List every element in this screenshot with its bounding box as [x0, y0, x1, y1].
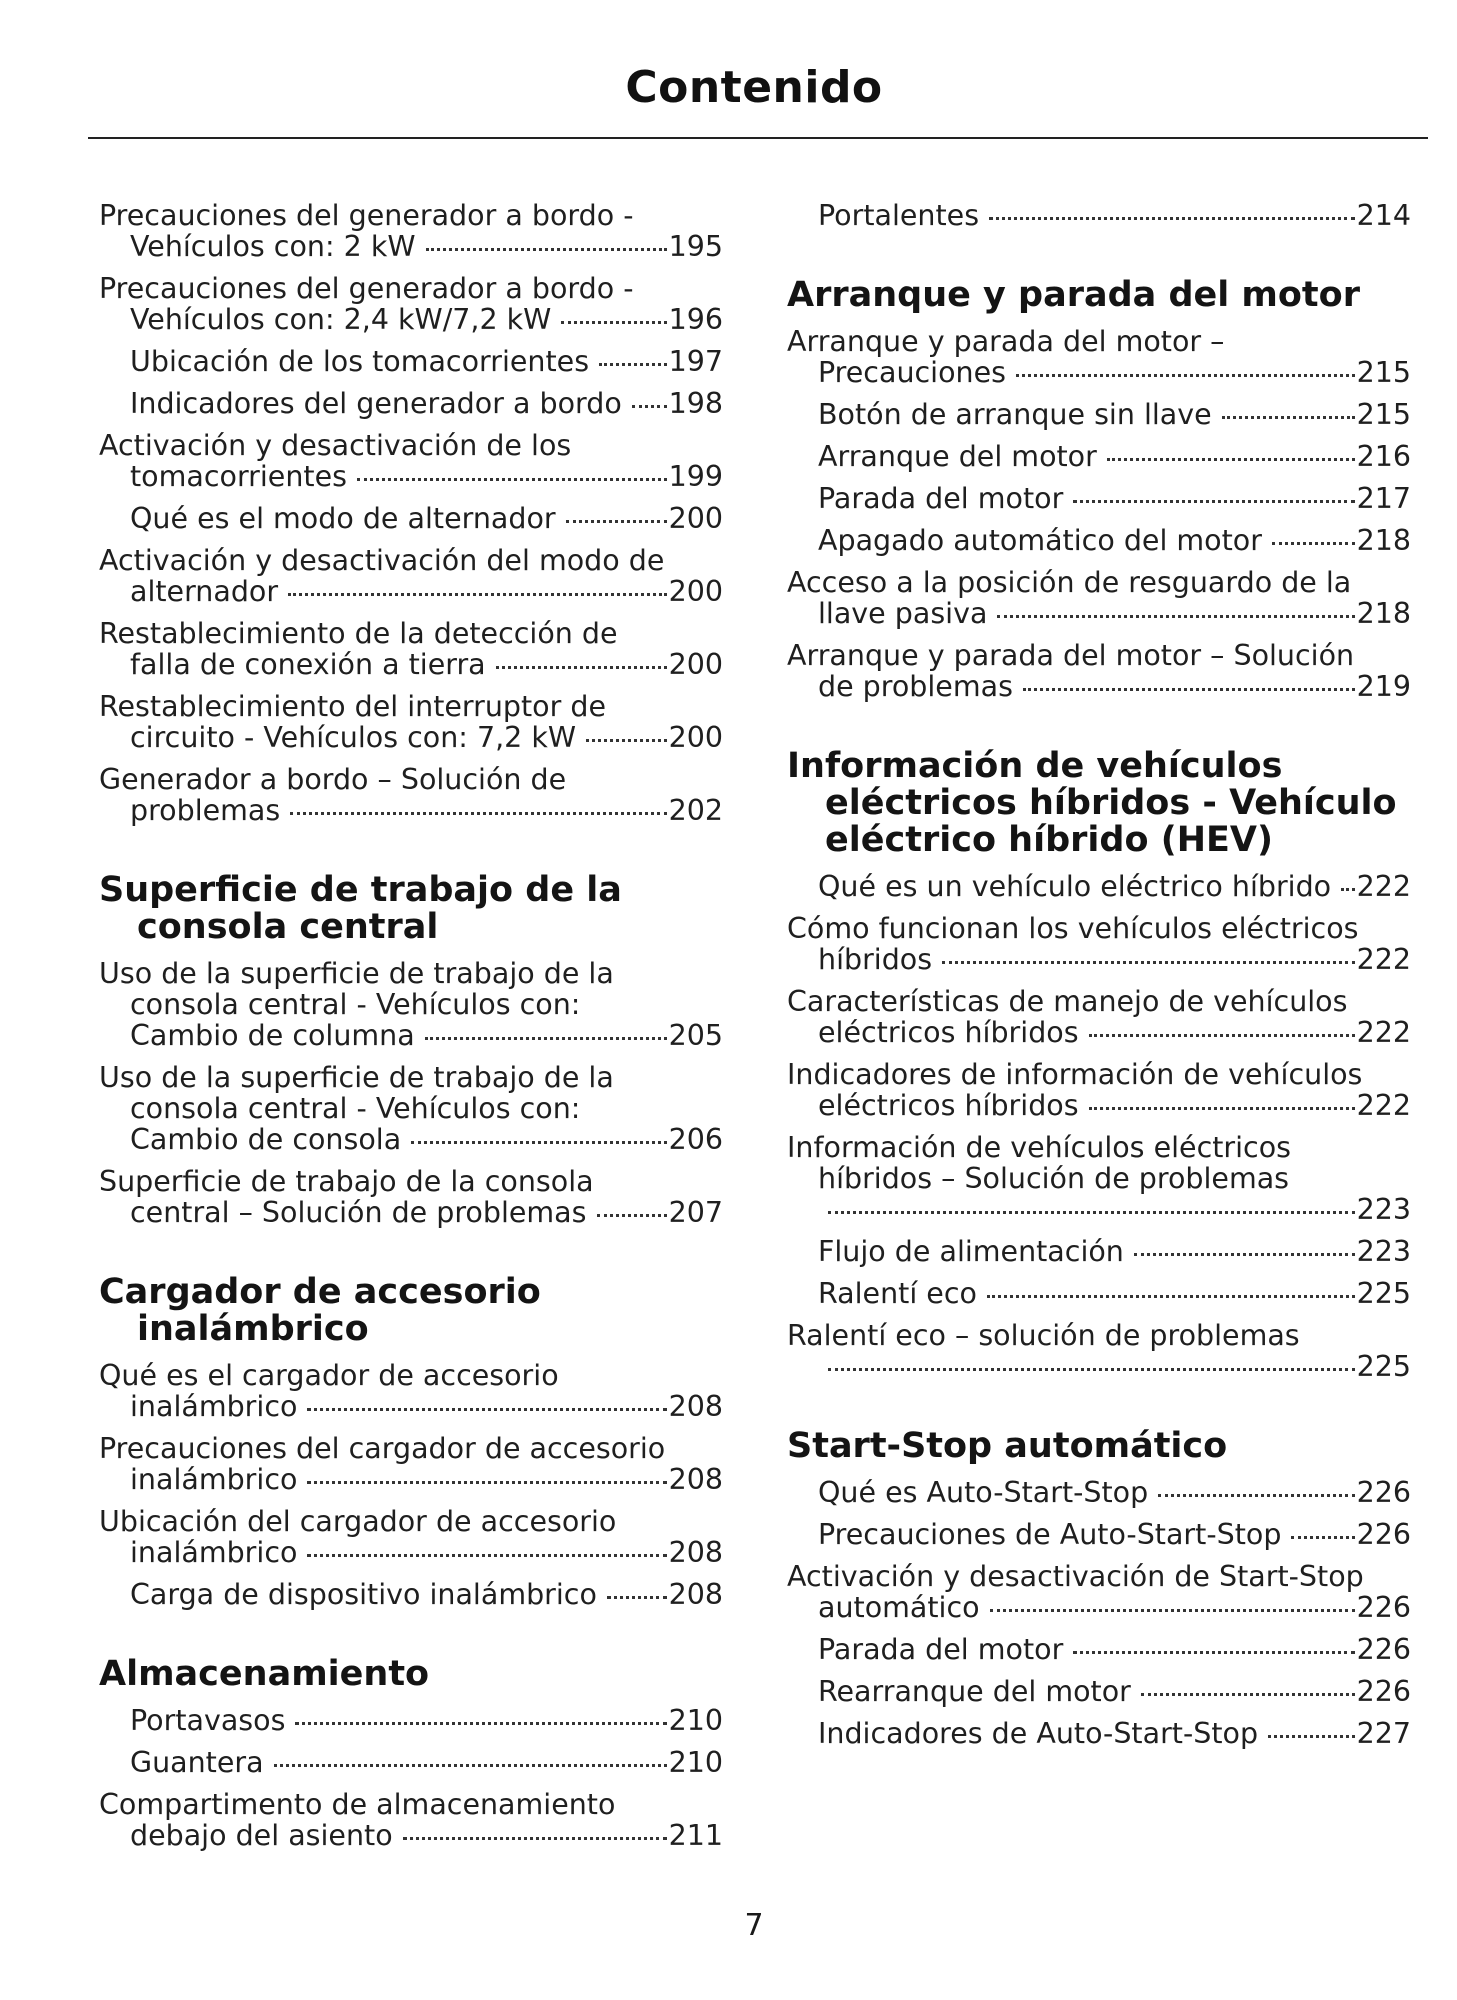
toc-entry-text: inalámbrico	[130, 1536, 298, 1569]
toc-column-right	[787, 200, 1411, 1795]
toc-entry[interactable]	[99, 691, 723, 753]
dot-leader	[307, 1481, 666, 1484]
page-ref: 226	[1356, 1675, 1411, 1708]
toc-entry-line	[130, 649, 723, 680]
page-ref: 226	[1356, 1476, 1411, 1509]
page-ref: 210	[668, 1746, 723, 1779]
toc-entry[interactable]	[787, 1561, 1411, 1623]
toc-entry-line	[818, 671, 1411, 702]
page-ref: 195	[668, 230, 723, 263]
dot-leader	[586, 739, 667, 742]
toc-entry-line	[818, 1017, 1411, 1048]
toc-entry-group	[787, 200, 1411, 231]
toc-entry-group	[99, 1705, 723, 1851]
toc-entry-text: Portavasos	[130, 1704, 286, 1737]
toc-entry-text: Cambio de consola	[130, 1123, 402, 1156]
toc-entry-title: Uso de la superficie de trabajo de la consola central - Vehículos con:	[99, 957, 614, 1021]
toc-entry-title: Activación y desactivación del modo de	[99, 544, 665, 577]
toc-entry-text: Rearranque del motor	[818, 1675, 1131, 1708]
toc-entry-text: eléctricos híbridos	[818, 1089, 1079, 1122]
toc-entry[interactable]	[99, 273, 723, 335]
dot-leader	[1134, 1253, 1355, 1256]
toc-entry[interactable]	[787, 913, 1411, 975]
dot-leader	[1073, 500, 1354, 503]
toc-entry-text: inalámbrico	[130, 1390, 298, 1423]
dot-leader	[566, 520, 667, 523]
toc-entry-line	[818, 525, 1411, 556]
toc-entry-title: Activación y desactivación de Start-Stop	[787, 1560, 1364, 1593]
toc-entry-group	[99, 1360, 723, 1610]
toc-entry[interactable]	[787, 1477, 1411, 1508]
toc-entry-title: Acceso a la posición de resguardo de la	[787, 566, 1352, 599]
dot-leader	[1222, 416, 1355, 419]
toc-entry[interactable]	[99, 1360, 723, 1422]
toc-entry-title: Generador a bordo – Solución de	[99, 763, 567, 796]
dot-leader	[1341, 888, 1354, 891]
dot-leader	[426, 248, 667, 251]
dot-leader	[1158, 1494, 1354, 1497]
toc-entry-title: Indicadores de información de vehículos	[787, 1058, 1363, 1091]
page-ref: 207	[668, 1196, 723, 1229]
page-ref: 222	[1356, 1016, 1411, 1049]
toc-entry-line	[818, 441, 1411, 472]
dot-leader	[597, 1214, 667, 1217]
toc-entry-line	[130, 1124, 723, 1155]
page-ref: 208	[668, 1390, 723, 1423]
page-ref: 222	[1356, 943, 1411, 976]
toc-entry-line	[130, 1020, 723, 1051]
dot-leader	[987, 1295, 1355, 1298]
toc-entry-line	[130, 388, 723, 419]
page-ref: 205	[668, 1019, 723, 1052]
page-ref: 222	[1356, 1089, 1411, 1122]
toc-entry-title: Cómo funcionan los vehículos eléctricos	[787, 912, 1359, 945]
toc-entry-text: debajo del asiento	[130, 1819, 393, 1852]
toc-entry[interactable]	[787, 1320, 1411, 1382]
toc-entry-text: alternador	[130, 575, 279, 608]
dot-leader	[290, 812, 666, 815]
section-heading: Superficie de trabajo de la consola central	[99, 870, 622, 947]
toc-entry[interactable]	[787, 640, 1411, 702]
toc-entry-text: automático	[818, 1591, 980, 1624]
toc-entry[interactable]	[787, 326, 1411, 388]
dot-leader	[1268, 1735, 1355, 1738]
page-ref: 226	[1356, 1633, 1411, 1666]
toc-entry-text: Parada del motor	[818, 482, 1064, 515]
section-heading: Información de vehículos eléctricos híbridos - Vehículo eléctrico híbrido (HEV)	[787, 746, 1397, 860]
toc-entry-text: llave pasiva	[818, 597, 988, 630]
dot-leader	[411, 1141, 666, 1144]
toc-entry-line	[130, 1579, 723, 1610]
toc-entry-title: Superficie de trabajo de la consola	[99, 1165, 594, 1198]
toc-entry-line	[130, 1537, 723, 1568]
page-title: Contenido	[625, 62, 883, 113]
toc-entry-text: Botón de arranque sin llave	[818, 398, 1212, 431]
toc-entry-text: Qué es Auto-Start-Stop	[818, 1476, 1149, 1509]
toc-entry[interactable]	[99, 618, 723, 680]
toc-entry[interactable]	[99, 1433, 723, 1495]
toc-entry-title: Características de manejo de vehículos	[787, 985, 1348, 1018]
page-ref: 208	[668, 1463, 723, 1496]
toc-entry-line	[818, 1634, 1411, 1665]
section-heading: Start-Stop automático	[787, 1426, 1228, 1466]
toc-entry-line	[818, 1278, 1411, 1309]
toc-entry-line	[818, 944, 1411, 975]
dot-leader	[1073, 1651, 1354, 1654]
toc-entry-line	[130, 1820, 723, 1851]
toc-entry-title: Restablecimiento del interruptor de	[99, 690, 607, 723]
toc-entry[interactable]	[787, 1519, 1411, 1550]
section-heading: Cargador de accesorio inalámbrico	[99, 1272, 541, 1349]
toc-entry-text: Carga de dispositivo inalámbrico	[130, 1578, 597, 1611]
dot-leader	[942, 961, 1355, 964]
toc-entry-title: Arranque y parada del motor –	[787, 325, 1225, 358]
toc-entry[interactable]	[99, 346, 723, 377]
toc-entry-line	[818, 598, 1411, 629]
page-number: 7	[744, 1908, 764, 1943]
dot-leader	[295, 1722, 666, 1725]
dot-leader	[1291, 1536, 1354, 1539]
toc-entry-text: Ubicación de los tomacorrientes	[130, 345, 590, 378]
toc-entry-line	[818, 1477, 1411, 1508]
page-ref: 219	[1356, 670, 1411, 703]
dot-leader	[307, 1554, 666, 1557]
toc-entry[interactable]	[99, 545, 723, 607]
toc-entry[interactable]	[99, 388, 723, 419]
toc-entry-text: problemas	[130, 794, 281, 827]
toc-entry-line	[130, 1197, 723, 1228]
page-ref: 226	[1356, 1518, 1411, 1551]
page-ref: 226	[1356, 1591, 1411, 1624]
page-ref: 225	[1356, 1350, 1411, 1383]
toc-entry-line	[130, 795, 723, 826]
toc-entry[interactable]	[787, 1059, 1411, 1121]
toc-column-left	[99, 200, 723, 1897]
dot-leader	[307, 1408, 666, 1411]
toc-entry-text: Arranque del motor	[818, 440, 1097, 473]
page-ref: 211	[668, 1819, 723, 1852]
toc-entry[interactable]	[787, 1132, 1411, 1225]
toc-entry-text: Qué es un vehículo eléctrico híbrido	[818, 870, 1332, 903]
page-ref: 215	[1356, 356, 1411, 389]
dot-leader	[425, 1037, 667, 1040]
page-ref: 222	[1356, 870, 1411, 903]
dot-leader	[828, 1211, 1355, 1214]
toc-entry[interactable]	[99, 1705, 723, 1736]
dot-leader	[274, 1764, 667, 1767]
toc-entry[interactable]	[99, 1747, 723, 1778]
toc-entry-text: Portalentes	[818, 199, 980, 232]
toc-entry-line	[130, 576, 723, 607]
page-ref: 210	[668, 1704, 723, 1737]
dot-leader	[989, 217, 1355, 220]
toc-entry-line	[818, 1236, 1411, 1267]
toc-entry-text: eléctricos híbridos	[818, 1016, 1079, 1049]
toc-entry-title: Información de vehículos eléctricos híbridos – Solución de problemas	[787, 1131, 1292, 1195]
section-heading: Arranque y parada del motor	[787, 275, 1360, 315]
page-ref: 215	[1356, 398, 1411, 431]
page-ref: 202	[668, 794, 723, 827]
toc-entry[interactable]	[787, 200, 1411, 231]
toc-entry[interactable]	[787, 1634, 1411, 1665]
toc-entry[interactable]	[787, 1718, 1411, 1749]
toc-entry[interactable]	[99, 1579, 723, 1610]
toc-entry[interactable]	[787, 1236, 1411, 1267]
toc-entry[interactable]	[99, 764, 723, 826]
dot-leader	[561, 321, 666, 324]
toc-entry-line	[818, 483, 1411, 514]
dot-leader	[828, 1368, 1355, 1371]
dot-leader	[1141, 1693, 1355, 1696]
page-ref: 208	[668, 1536, 723, 1569]
dot-leader	[288, 593, 667, 596]
toc-entry-line	[130, 231, 723, 262]
dot-leader	[1272, 542, 1355, 545]
toc-entry-title: Uso de la superficie de trabajo de la consola central - Vehículos con:	[99, 1061, 614, 1125]
toc-entry-text: tomacorrientes	[130, 460, 347, 493]
toc-entry-line	[818, 1718, 1411, 1749]
toc-entry-title: Precauciones del generador a bordo -	[99, 199, 634, 232]
toc-entry[interactable]	[99, 1062, 723, 1155]
page-ref: 218	[1356, 524, 1411, 557]
toc-entry-text: de problemas	[818, 670, 1013, 703]
dot-leader	[990, 1609, 1355, 1612]
toc-entry-title: Ralentí eco – solución de problemas	[787, 1319, 1300, 1352]
toc-entry[interactable]	[787, 483, 1411, 514]
page-ref: 223	[1356, 1235, 1411, 1268]
page-ref: 214	[1356, 199, 1411, 232]
toc-entry-line	[818, 1090, 1411, 1121]
toc-entry-line	[818, 871, 1411, 902]
page-ref: 218	[1356, 597, 1411, 630]
dot-leader	[599, 363, 667, 366]
toc-entry-text: Precauciones	[818, 356, 1006, 389]
toc-entry[interactable]	[787, 525, 1411, 556]
dot-leader	[496, 666, 667, 669]
toc-entry-line	[818, 1519, 1411, 1550]
dot-leader	[1023, 688, 1355, 691]
toc-entry-group	[99, 958, 723, 1228]
toc-entry-text: central – Solución de problemas	[130, 1196, 587, 1229]
toc-entry-text: Guantera	[130, 1746, 264, 1779]
toc-entry-text: Ralentí eco	[818, 1277, 977, 1310]
toc-entry-line	[130, 1464, 723, 1495]
toc-entry-line	[130, 346, 723, 377]
page-ref: 197	[668, 345, 723, 378]
toc-entry[interactable]	[787, 1676, 1411, 1707]
toc-entry-text: Indicadores de Auto-Start-Stop	[818, 1717, 1259, 1750]
toc-entry-text: Vehículos con: 2 kW	[130, 230, 416, 263]
toc-entry-line	[818, 1194, 1411, 1225]
toc-entry-text: inalámbrico	[130, 1463, 298, 1496]
toc-entry-group	[99, 200, 723, 826]
toc-entry-line	[818, 357, 1411, 388]
toc-entry-text: Flujo de alimentación	[818, 1235, 1124, 1268]
toc-entry[interactable]	[99, 200, 723, 262]
toc-entry-line	[130, 1391, 723, 1422]
toc-entry-line	[130, 1705, 723, 1736]
toc-entry-group	[787, 1477, 1411, 1749]
toc-entry-line	[130, 503, 723, 534]
toc-entry[interactable]	[787, 399, 1411, 430]
page-ref: 200	[668, 502, 723, 535]
page-ref: 208	[668, 1578, 723, 1611]
toc-entry-group	[787, 871, 1411, 1382]
title-rule	[88, 137, 1428, 139]
toc-entry[interactable]	[99, 430, 723, 492]
toc-entry-title: Compartimento de almacenamiento	[99, 1788, 616, 1821]
page-ref: 196	[668, 303, 723, 336]
toc-entry-text: Cambio de columna	[130, 1019, 415, 1052]
dot-leader	[1089, 1107, 1355, 1110]
toc-entry[interactable]	[99, 1166, 723, 1228]
toc-entry[interactable]	[787, 441, 1411, 472]
page-ref: 200	[668, 648, 723, 681]
page-ref: 200	[668, 721, 723, 754]
toc-entry-text: Indicadores del generador a bordo	[130, 387, 622, 420]
toc-entry-line	[818, 1351, 1411, 1382]
toc-entry-text: Apagado automático del motor	[818, 524, 1262, 557]
page-ref: 200	[668, 575, 723, 608]
toc-entry-line	[130, 1747, 723, 1778]
toc-entry[interactable]	[99, 1506, 723, 1568]
toc-entry[interactable]	[787, 1278, 1411, 1309]
toc-entry-text: Precauciones de Auto-Start-Stop	[818, 1518, 1282, 1551]
toc-entry-line	[818, 1592, 1411, 1623]
toc-entry[interactable]	[99, 1789, 723, 1851]
toc-entry-title: Activación y desactivación de los	[99, 429, 572, 462]
page-ref: 227	[1356, 1717, 1411, 1750]
section-heading: Almacenamiento	[99, 1654, 430, 1694]
dot-leader	[607, 1596, 667, 1599]
dot-leader	[997, 615, 1354, 618]
page-ref: 217	[1356, 482, 1411, 515]
page-ref: 198	[668, 387, 723, 420]
toc-entry-group	[787, 326, 1411, 702]
toc-entry-title: Arranque y parada del motor – Solución	[787, 639, 1355, 672]
toc-entry-text: Vehículos con: 2,4 kW/7,2 kW	[130, 303, 552, 336]
toc-entry-line	[130, 304, 723, 335]
toc-entry[interactable]	[787, 871, 1411, 902]
page-ref: 225	[1356, 1277, 1411, 1310]
toc-entry-text: Parada del motor	[818, 1633, 1064, 1666]
dot-leader	[632, 405, 667, 408]
toc-entry-title: Ubicación del cargador de accesorio	[99, 1505, 617, 1538]
toc-entry-title: Precauciones del cargador de accesorio	[99, 1432, 666, 1465]
toc-entry-title: Precauciones del generador a bordo -	[99, 272, 634, 305]
page-ref: 206	[668, 1123, 723, 1156]
toc-entry-line	[130, 461, 723, 492]
toc-entry[interactable]	[99, 503, 723, 534]
toc-entry[interactable]	[99, 958, 723, 1051]
dot-leader	[403, 1837, 667, 1840]
toc-entry-text: híbridos	[818, 943, 933, 976]
toc-entry-line	[130, 722, 723, 753]
toc-entry[interactable]	[787, 567, 1411, 629]
toc-entry-text: Qué es el modo de alternador	[130, 502, 556, 535]
toc-entry-text: circuito - Vehículos con: 7,2 kW	[130, 721, 577, 754]
dot-leader	[1089, 1034, 1355, 1037]
toc-entry-line	[818, 1676, 1411, 1707]
toc-entry-text: falla de conexión a tierra	[130, 648, 486, 681]
page-ref: 223	[1356, 1193, 1411, 1226]
page-ref: 199	[668, 460, 723, 493]
toc-entry-title: Qué es el cargador de accesorio	[99, 1359, 559, 1392]
dot-leader	[1016, 374, 1355, 377]
page-ref: 216	[1356, 440, 1411, 473]
dot-leader	[357, 478, 667, 481]
toc-entry-line	[818, 399, 1411, 430]
toc-entry[interactable]	[787, 986, 1411, 1048]
dot-leader	[1107, 458, 1355, 461]
toc-entry-title: Restablecimiento de la detección de	[99, 617, 618, 650]
toc-entry-line	[818, 200, 1411, 231]
